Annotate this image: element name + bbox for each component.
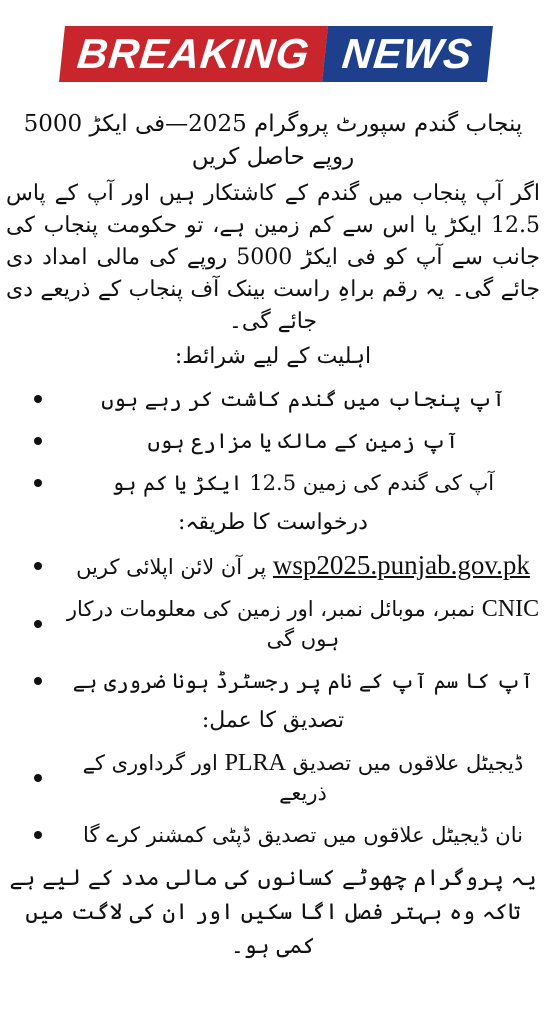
bullet-icon (34, 437, 42, 445)
verification-heading: تصدیق کا عمل: (201, 708, 345, 733)
cnic-suffix: نمبر، موبائل نمبر، اور زمین کی معلومات درکار ہوں گی (66, 597, 476, 651)
method-heading: درخواست کا طریقہ: (178, 510, 368, 535)
eligibility-text: آپ کی گندم کی زمین 12.5 ایکڑ یا کم ہو (111, 471, 495, 495)
bullet-icon (34, 620, 42, 628)
bullet-icon (34, 774, 42, 782)
eligibility-list (6, 378, 540, 504)
bullet-icon (34, 677, 42, 685)
verification-prefix: ڈیجیٹل علاقوں میں تصدیق (292, 751, 524, 775)
banner-news: NEWS (322, 26, 493, 82)
article-title: پنجاب گندم سپورٹ پروگرام 2025—فی ایکڑ 5000 روپے حاصل کریں (23, 111, 523, 170)
link-suffix: پر آن لائن اپلائی کریں (76, 555, 267, 579)
list-item (6, 544, 540, 588)
eligibility-text: آپ پنجاب میں گندم کاشت کر رہے ہوں (101, 387, 505, 411)
eligibility-text: آپ زمین کے مالک یا مزارع ہوں (147, 429, 459, 453)
list-item (6, 660, 540, 702)
list-item (6, 742, 540, 814)
cnic-label: CNIC (481, 596, 540, 622)
eligibility-heading: اہلیت کے لیے شرائط: (174, 344, 372, 369)
list-item (6, 378, 540, 420)
banner-breaking: BREAKING (59, 26, 328, 82)
bullet-icon (34, 479, 42, 487)
non-digital-text: نان ڈیجیٹل علاقوں میں تصدیق ڈپٹی کمشنر کرے گا (83, 823, 523, 847)
sim-text: آپ کا سم آپ کے نام پر رجسٹرڈ ہونا ضروری ہے (72, 669, 534, 693)
article (6, 108, 540, 964)
list-item (6, 588, 540, 660)
verification-suffix: اور گرداوری کے ذریعے (82, 751, 327, 805)
list-item (6, 420, 540, 462)
method-list (6, 544, 540, 702)
list-item (6, 462, 540, 504)
breaking-news-banner (59, 26, 493, 82)
bullet-icon (34, 562, 42, 570)
article-intro: اگر آپ پنجاب میں گندم کے کاشتکار ہیں اور آپ کے پاس 12.5 ایکڑ یا اس سے کم زمین ہے، تو حکومت پنجاب کی جانب سے آپ کو فی ایکڑ 5000 روپے کی مالی امداد دی جائے گی۔ یہ رقم براہِ راست بینک آف پنجاب کے ذریعے دی جائے گی۔ (6, 181, 540, 334)
plra-label: PLRA (224, 750, 286, 776)
list-item (6, 814, 540, 856)
application-link[interactable]: wsp2025.punjab.gov.pk (272, 550, 530, 580)
bullet-icon (34, 395, 42, 403)
bullet-icon (34, 831, 42, 839)
article-closing: یہ پروگرام چھوٹے کسانوں کی مالی مدد کے لیے ہے تاکہ وہ بہتر فصل اگا سکیں اور ان کی لاگت میں کمی ہو۔ (9, 866, 537, 959)
verification-list (6, 742, 540, 856)
